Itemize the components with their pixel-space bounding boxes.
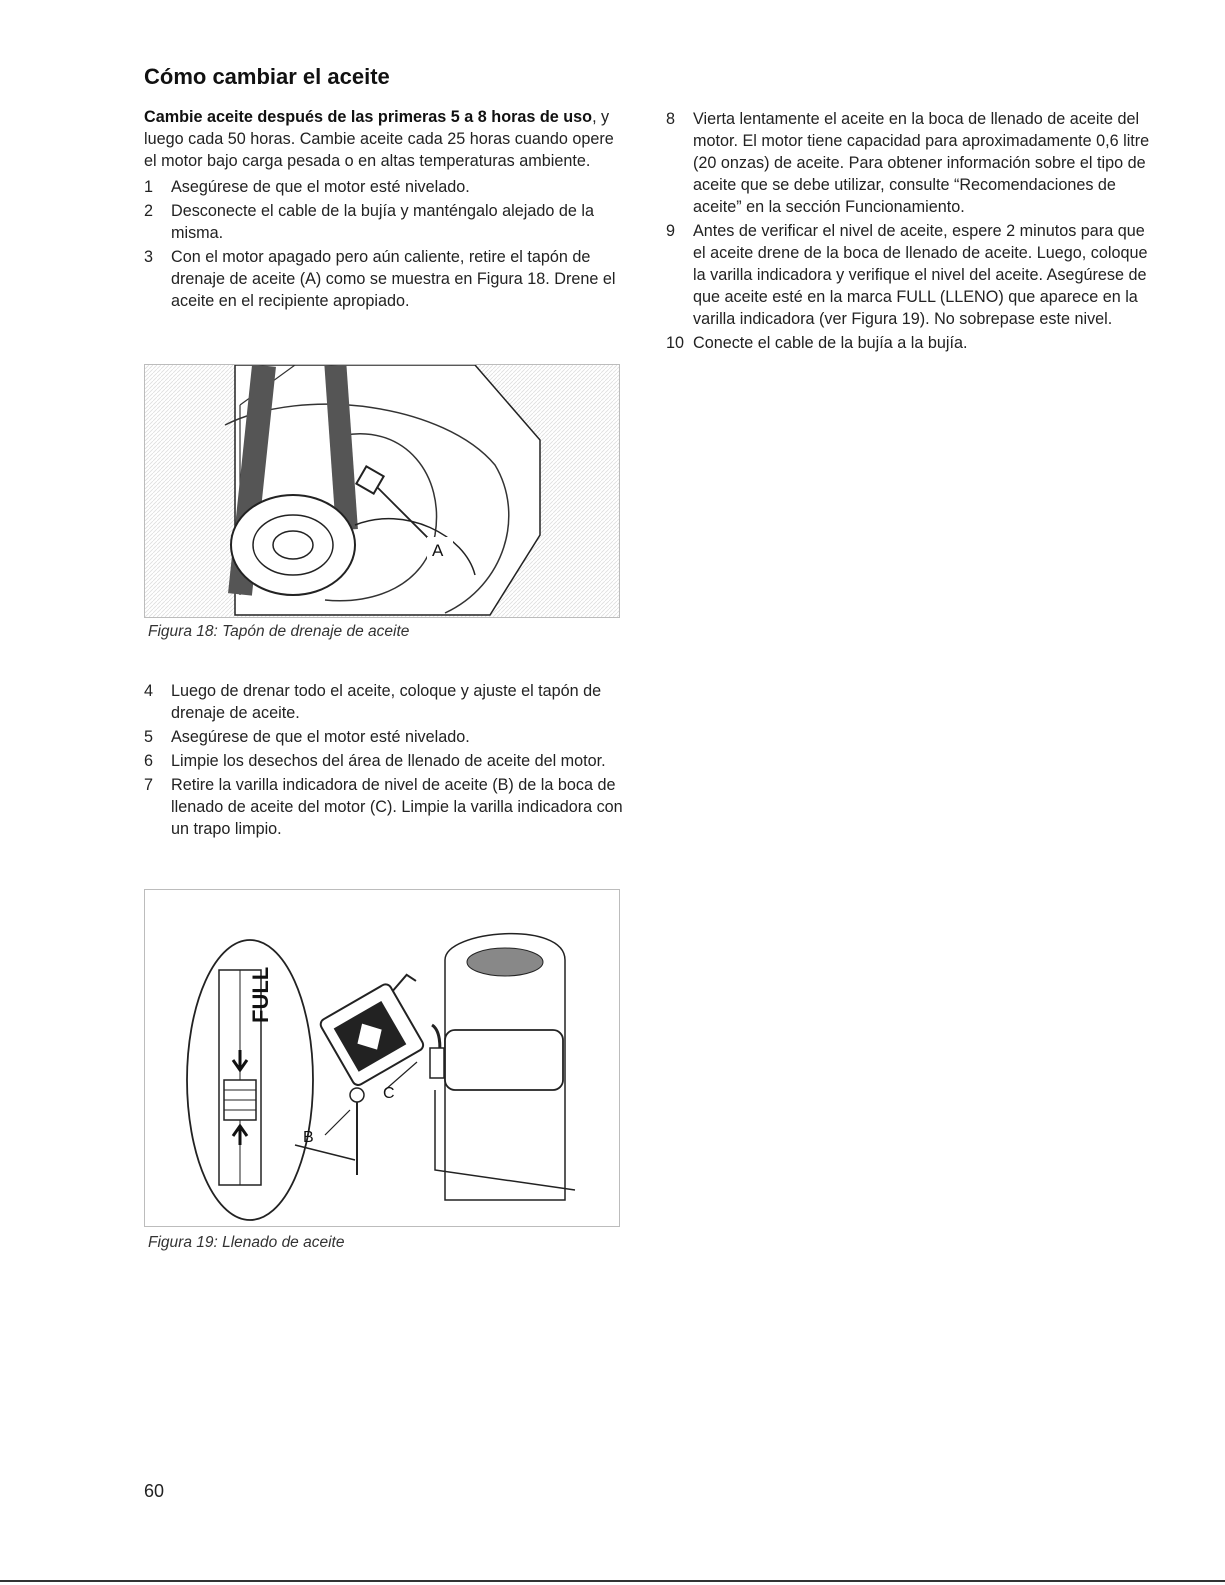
full-mark-text: FULL bbox=[248, 966, 273, 1023]
label-c: C bbox=[383, 1085, 395, 1102]
step-number: 5 bbox=[144, 728, 154, 746]
figure-18-drain-plug bbox=[144, 364, 620, 618]
step-item bbox=[666, 332, 1152, 354]
step-item bbox=[666, 108, 1152, 218]
step-text: Asegúrese de que el motor esté nivelado. bbox=[171, 728, 470, 746]
step-number: 3 bbox=[144, 248, 154, 266]
figure-19-oil-fill bbox=[144, 889, 620, 1227]
step-item bbox=[666, 220, 1152, 330]
step-text: Vierta lentamente el aceite en la boca de llenado de aceite del motor. El motor tiene capacidad para aproximadamente 0,6 litre (20 onzas) de aceite. Para obtener información sobre el tipo de aceite que se debe utilizar, consulte “Recomendaciones de aceite” en la sección Funcionamiento. bbox=[693, 110, 1150, 216]
step-text: Desconecte el cable de la bujía y manténgalo alejado de la misma. bbox=[171, 202, 594, 242]
step-number: 2 bbox=[144, 202, 154, 220]
intro-paragraph bbox=[144, 106, 626, 172]
step-text: Retire la varilla indicadora de nivel de aceite (B) de la boca de llenado de aceite del motor (C). Limpie la varilla indicadora con un trapo limpio. bbox=[171, 776, 623, 838]
step-item bbox=[144, 680, 626, 724]
step-item bbox=[144, 200, 626, 244]
step-item bbox=[144, 774, 626, 840]
step-item bbox=[144, 726, 626, 748]
step-text: Asegúrese de que el motor esté nivelado. bbox=[171, 178, 470, 196]
oil-fill-illustration bbox=[145, 890, 619, 1226]
steps-list-2 bbox=[144, 680, 626, 840]
step-text: Limpie los desechos del área de llenado de aceite del motor. bbox=[171, 752, 606, 770]
page-title: Cómo cambiar el aceite bbox=[144, 64, 390, 89]
intro-rest: , y luego cada 50 horas. Cambie aceite cada 25 horas cuando opere el motor bajo carga pesada o en altas temperaturas ambiente. bbox=[144, 108, 614, 170]
step-number: 10 bbox=[666, 334, 685, 352]
step-number: 8 bbox=[666, 110, 676, 128]
steps-list-3 bbox=[666, 108, 1152, 354]
bottom-rule bbox=[0, 1580, 1225, 1582]
step-item bbox=[144, 750, 626, 772]
step-number: 7 bbox=[144, 776, 154, 794]
step-text: Antes de verificar el nivel de aceite, espere 2 minutos para que el aceite drene de la boca de llenado de aceite. Luego, coloque la varilla indicadora y verifique el nivel del aceite. Asegúrese de que aceite esté en la marca FULL (LLENO) que aparece en la varilla indicadora (ver Figura 19). No sobrepase este nivel. bbox=[693, 222, 1148, 328]
figure-19-caption: Figura 19: Llenado de aceite bbox=[148, 1234, 345, 1251]
figure-18-caption: Figura 18: Tapón de drenaje de aceite bbox=[148, 623, 410, 640]
step-text: Luego de drenar todo el aceite, coloque y ajuste el tapón de drenaje de aceite. bbox=[171, 682, 602, 722]
label-a: A bbox=[432, 541, 444, 560]
step-item bbox=[144, 246, 626, 312]
intro-bold: Cambie aceite después de las primeras 5 a 8 horas de uso bbox=[144, 108, 593, 126]
step-number: 1 bbox=[144, 178, 154, 196]
left-column-bottom bbox=[144, 680, 626, 842]
step-number: 4 bbox=[144, 682, 154, 700]
right-column bbox=[666, 108, 1152, 356]
step-item bbox=[144, 176, 626, 198]
step-text: Conecte el cable de la bujía a la bujía. bbox=[693, 334, 968, 352]
drain-plug-illustration bbox=[145, 365, 619, 617]
left-column-top bbox=[144, 106, 626, 314]
steps-list-1 bbox=[144, 176, 626, 312]
page-number: 60 bbox=[144, 1481, 165, 1501]
step-number: 9 bbox=[666, 222, 676, 240]
step-number: 6 bbox=[144, 752, 154, 770]
label-b: B bbox=[303, 1129, 314, 1146]
step-text: Con el motor apagado pero aún caliente, retire el tapón de drenaje de aceite (A) como se muestra en Figura 18. Drene el aceite en el recipiente apropiado. bbox=[171, 248, 616, 310]
